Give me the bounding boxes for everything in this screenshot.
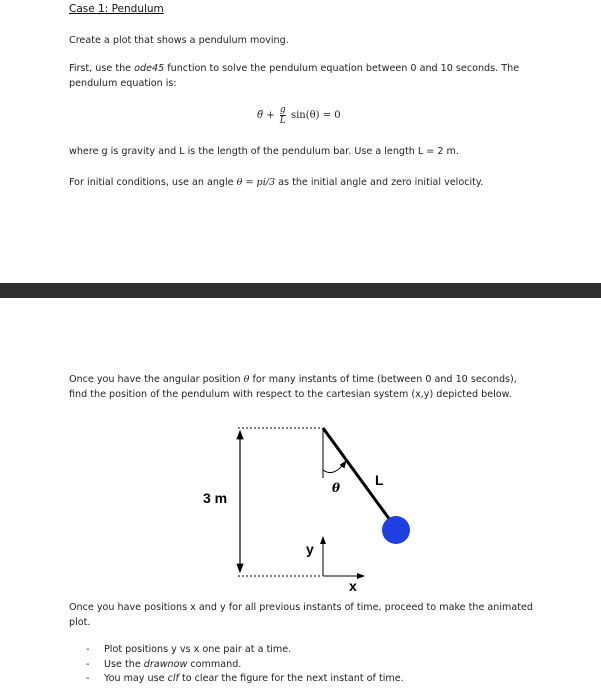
length-label: L (375, 472, 384, 488)
angular-text: Once you have the angular position θ for many instants of time (between 0 and 10 seconds), (69, 374, 517, 385)
initial-conditions-text: For initial conditions, use an angle θ = pi/3 as the initial angle and zero initial velocity. (69, 177, 484, 188)
x-axis-label: x (349, 578, 357, 594)
angle-arc (323, 461, 346, 473)
bullet-dash: - (86, 673, 90, 684)
bullet-dash: - (86, 644, 90, 655)
y-axis-label: y (306, 541, 314, 557)
first-paragraph-line2: pendulum equation is: (69, 78, 177, 89)
bullet-item: Use the drawnow command. (104, 659, 242, 670)
bullet-item: Plot positions y vs x one pair at a time. (104, 644, 292, 655)
pendulum-equation: θ̈ + $\frac{g}{L}$ sin(θ) = 0 (257, 105, 341, 126)
angular-text-line2: find the position of the pendulum with respect to the cartesian system (x,y) depicted below. (69, 389, 512, 400)
first-paragraph: First, use the ode45 function to solve the pendulum equation between 0 and 10 seconds. The (69, 63, 520, 74)
height-label: 3 m (203, 490, 228, 506)
angle-label: θ (332, 481, 341, 495)
bullet-item: You may use clf to clear the figure for the next instant of time. (104, 673, 404, 684)
where-text: where g is gravity and L is the length of the pendulum bar. Use a length L = 2 m. (69, 146, 459, 157)
intro-text: Create a plot that shows a pendulum moving. (69, 35, 289, 46)
positions-text: Once you have positions x and y for all previous instants of time, proceed to make the animated (69, 602, 534, 613)
page-title: Case 1: Pendulum (69, 3, 164, 15)
pendulum-bob (382, 516, 410, 544)
positions-text-line2: plot. (69, 617, 91, 628)
bullet-dash: - (86, 659, 90, 670)
